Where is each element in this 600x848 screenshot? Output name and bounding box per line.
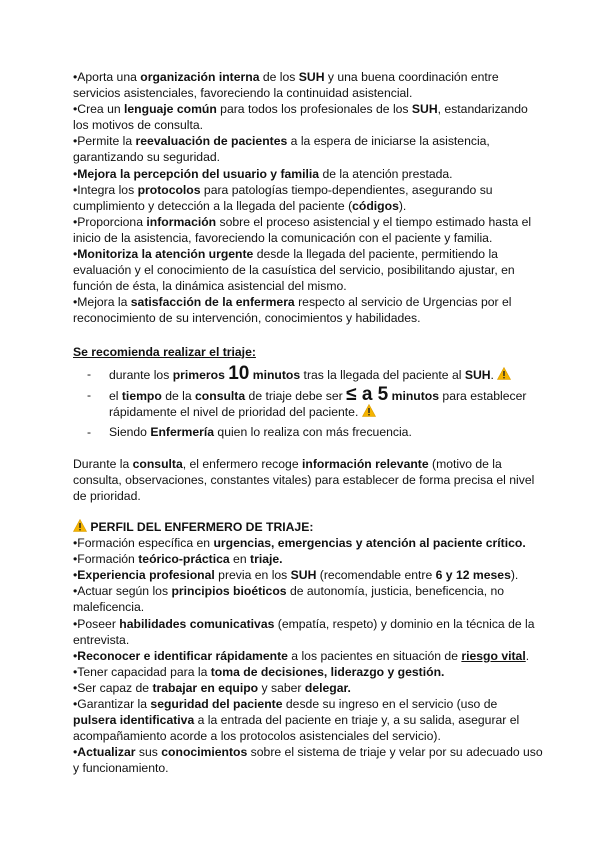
benefit-item — [73, 101, 543, 133]
bold-text: Reconocer e identificar rápidamente — [77, 648, 288, 663]
text: ). — [398, 198, 407, 213]
text: y saber — [258, 680, 305, 695]
bold-text: tiempo — [121, 389, 162, 404]
text: , el enfermero recoge — [182, 457, 302, 471]
list-item — [73, 384, 543, 420]
bold-text: información — [146, 214, 217, 229]
bold-text: principios bioéticos — [171, 584, 287, 599]
profile-item — [73, 616, 543, 648]
text: sobre el sistema de triaje y velar por su adecuado uso y funcionamiento. — [73, 745, 543, 776]
bold-text: información relevante — [301, 457, 429, 471]
text: •Crea un — [73, 102, 125, 117]
warning-icon — [362, 404, 376, 417]
list-item — [73, 424, 543, 440]
bold-text: consulta — [195, 389, 246, 404]
bold-text: pulsera identificativa — [73, 713, 195, 728]
text: . — [525, 648, 530, 663]
bold-text: SUH — [464, 368, 491, 383]
text: • — [73, 745, 78, 760]
text: de triaje debe ser — [245, 389, 347, 404]
bold-text: primeros — [172, 368, 225, 383]
text: para patologías tiempo-dependientes, asegurando su cumplimiento y detección a la llegada del paciente ( — [73, 182, 493, 213]
profile-item — [73, 744, 543, 776]
profile-item — [73, 664, 543, 680]
bold-text: delegar. — [304, 680, 351, 695]
big-number: 10 — [228, 363, 250, 385]
profile-item — [73, 696, 543, 744]
text: •Garantizar la — [73, 697, 151, 712]
bold-text: minutos — [391, 389, 440, 404]
text: previa en los — [214, 568, 291, 583]
text: •Aporta una — [73, 70, 141, 84]
text: Durante la — [73, 457, 133, 471]
benefit-item — [73, 294, 543, 326]
profile-item — [73, 583, 543, 615]
profile-item — [73, 567, 543, 583]
bold-text: 6 y 12 meses — [435, 568, 511, 583]
warning-icon — [73, 519, 87, 532]
text: • — [73, 247, 78, 262]
underlined-bold-text: riesgo vital — [461, 648, 526, 663]
consulta-paragraph — [73, 456, 543, 504]
profile-item — [73, 680, 543, 696]
nurse-profile — [73, 519, 543, 777]
bold-text: habilidades comunicativas — [119, 616, 275, 631]
bold-text: seguridad del paciente — [150, 697, 283, 712]
benefit-item — [73, 182, 543, 214]
section-heading: Se recomienda realizar el triaje: — [73, 345, 256, 359]
text: •Poseer — [73, 616, 120, 631]
benefits-list — [73, 69, 543, 327]
text: • — [73, 568, 78, 583]
bold-text: Monitoriza la atención urgente — [77, 247, 254, 262]
bold-text: SUH — [298, 70, 325, 84]
text: respecto al servicio de Urgencias por el reconocimiento de su intervención, conocimientos y habilidades. — [73, 295, 512, 326]
text: en — [229, 552, 251, 567]
text: sobre el proceso asistencial y el tiempo estimado hasta el inicio de la asistencia, favoreciendo la comunicación con el paciente y familia. — [73, 214, 532, 245]
bold-text: urgencias, emergencias y atención al paciente crítico. — [213, 536, 526, 551]
text: desde la llegada del paciente, permitiendo la evaluación y el conocimiento de la casuística del servicio, posibilitando ajustar, en función de ésta, la dinámica asistencial del mismo. — [73, 247, 515, 294]
text: • — [73, 166, 78, 181]
text: •Formación — [73, 552, 139, 567]
text: el — [109, 389, 122, 404]
dash-bullet: - — [87, 425, 92, 440]
text: de autonomía, justicia, beneficencia, no maleficencia. — [73, 584, 505, 615]
bold-text: Actualizar — [77, 745, 136, 760]
text: desde su ingreso en el servicio (uso de — [282, 697, 498, 712]
text: (empatía, respeto) y dominio en la técnica de la entrevista. — [73, 616, 535, 647]
text: •Actuar según los — [73, 584, 172, 599]
bold-text: Experiencia profesional — [77, 568, 215, 583]
text: Siendo — [109, 425, 151, 440]
benefit-item — [73, 166, 543, 182]
text: a los pacientes en situación de — [287, 648, 462, 663]
bold-text: consulta — [132, 457, 183, 471]
bold-text: trabajar en equipo — [152, 680, 259, 695]
benefit-item — [73, 214, 543, 246]
text: (recomendable entre — [316, 568, 436, 583]
text: y una buena coordinación entre servicios asistenciales, favoreciendo la continuidad asistencial. — [73, 70, 499, 101]
text: a la espera de iniciarse la asistencia, garantizando su seguridad. — [73, 134, 490, 165]
list-item — [73, 363, 543, 385]
warning-icon — [497, 367, 511, 380]
bold-text: organización interna — [140, 70, 260, 84]
bold-text: lenguaje común — [124, 102, 217, 117]
bold-text: toma de decisiones, liderazgo y gestión. — [210, 664, 445, 679]
profile-item — [73, 551, 543, 567]
text: de la atención prestada. — [319, 166, 453, 181]
text: ). — [510, 568, 519, 583]
text: a la entrada del paciente en triaje y, a su salida, asegurar el acompañamiento acorde a los protocolos asistenciales del servicio). — [73, 713, 520, 744]
bold-text: SUH — [290, 568, 317, 583]
text: durante los — [109, 368, 173, 383]
section-heading — [73, 519, 543, 535]
bold-text: Enfermería — [150, 425, 215, 440]
text: de la — [161, 389, 196, 404]
text: •Integra los — [73, 182, 138, 197]
text: para todos los profesionales de los — [216, 102, 412, 117]
bold-text: códigos — [352, 198, 399, 213]
heading-text: PERFIL DEL ENFERMERO DE TRIAJE: — [87, 520, 314, 534]
bold-text: triaje. — [250, 552, 283, 567]
text: •Proporciona — [73, 214, 147, 229]
bold-text: Mejora la percepción del usuario y familia — [77, 166, 320, 181]
text: de los — [259, 70, 299, 84]
dash-bullet: - — [87, 367, 92, 382]
text: . — [490, 368, 498, 383]
text: •Mejora la — [73, 295, 131, 310]
text: •Formación específica en — [73, 536, 214, 551]
text: (motivo de la consulta, observaciones, constantes vitales) para establecer de forma precisa el nivel de prioridad. — [73, 457, 535, 504]
benefit-item — [73, 246, 543, 294]
big-number: ≤ a 5 — [346, 384, 389, 406]
bold-text: SUH — [411, 102, 438, 117]
text: • — [73, 648, 78, 663]
text: •Permite la — [73, 134, 136, 149]
benefit-item — [73, 133, 543, 165]
text: para establecer rápidamente el nivel de prioridad del paciente. — [109, 389, 527, 420]
dash-bullet: - — [87, 388, 92, 403]
paragraph — [73, 456, 543, 504]
text: sus — [135, 745, 162, 760]
text: quien lo realiza con más frecuencia. — [214, 425, 412, 440]
bold-text: protocolos — [137, 182, 201, 197]
bold-text: conocimientos — [161, 745, 248, 760]
triage-recommendation — [73, 344, 543, 444]
text: , estandarizando los motivos de consulta. — [73, 102, 528, 133]
bold-text: teórico-práctica — [138, 552, 230, 567]
profile-item — [73, 535, 543, 551]
recommendation-list — [73, 363, 543, 440]
bold-text: reevaluación de pacientes — [135, 134, 288, 149]
profile-item — [73, 648, 543, 664]
text: •Ser capaz de — [73, 680, 153, 695]
benefit-item — [73, 69, 543, 101]
text: tras la llegada del paciente al — [300, 368, 465, 383]
bold-text: satisfacción de la enfermera — [130, 295, 295, 310]
bold-text: minutos — [252, 368, 301, 383]
text: •Tener capacidad para la — [73, 664, 211, 679]
